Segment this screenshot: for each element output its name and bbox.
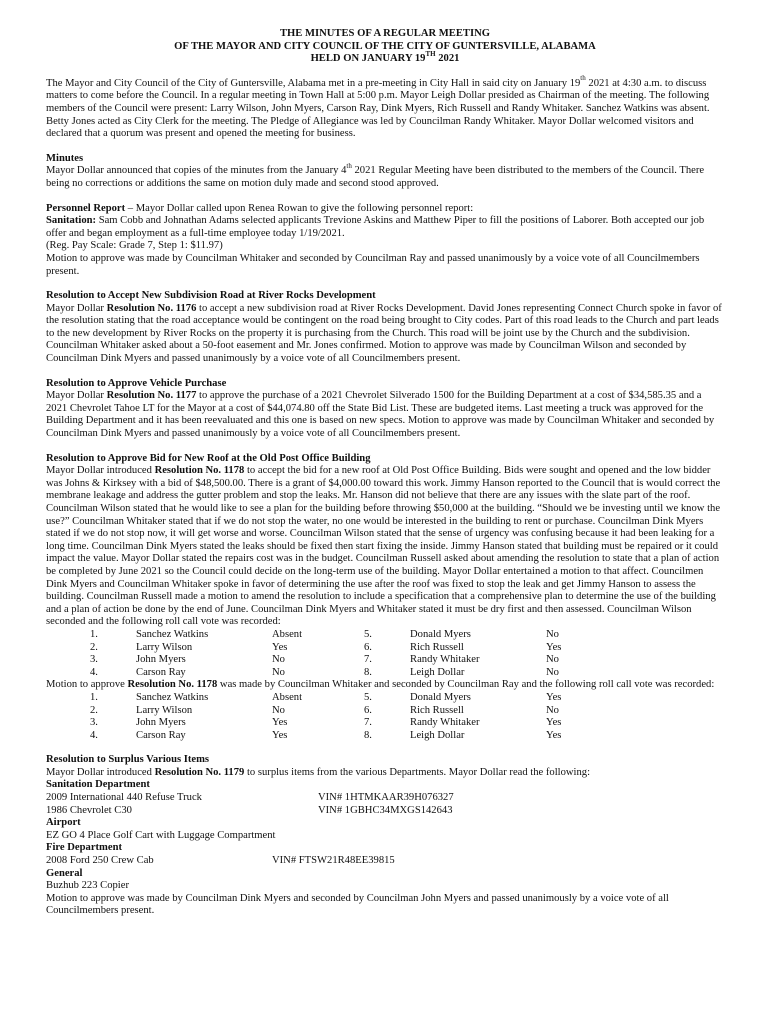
resolution-1176-section: Resolution to Accept New Subdivision Road at River Rocks Development Mayor Dollar Resolution No. 1176 to accept a new subdivision road at River Rocks Development. David Jones representing Connect Church spoke in favor of the resolution stating that the road acceptance would be contingent on the road being brought to City codes. Part of this road leads to the Church and part leads to the new development by River Rocks on the property it is purchasing from the Church. This road will be joint use by the Church and the subdivision. Councilman Whitaker asked about a 50-foot easement and Mr. Jones confirmed. Motion to approve was made by Councilman Wilson and seconded by Councilman Dink Myers and passed unanimously by a voice vote of all Councilmembers present. [46,290,722,365]
document-header [46,28,724,66]
surplus-item: 2008 Ford 250 Crew Cab VIN# FTSW21R48EE39815 [46,855,395,867]
roll-call-vote-resolution: 1. Sanchez Watkins Absent 5. Donald Myers Yes 2. Larry Wilson No 6. Rich Russell No 3. John Myers Yes 7. Randy Whitaker Yes 4. Carson Ray Yes 8. Leigh Dollar Yes [90,691,562,741]
header-line-3: HELD ON JANUARY 19TH 2021 [310,49,460,65]
personnel-motion: Motion to approve was made by Councilman Whitaker and seconded by Councilman Ray and passed unanimously by a voice vote of all Councilmembers present. [46,252,700,277]
resolution-1178-section: Resolution to Approve Bid for New Roof at the Old Post Office Building Mayor Dollar introduced Resolution No. 1178 to accept the bid for a new roof at Old Post Office Building. Bids were sought and opened and the low bidder was Johns & Kirksey with a bid of $48,500.00. There is a grant of $4,000.00 toward this work. Jimmy Hanson reported to the Council that is would correct the membrane leakage and address the gutter problem and stop the leaks. Mr. Hanson did not believe that there are any issues with the slate part of the roof. Councilman Wilson stated that he would like to see a plan for the building before throwing $50,000 at the building. “Should we be investing until we know the use?” Councilman Whitaker stated that if we do not stop the water, no one would be interested in the building to rent or purchase. Councilman Dink Myers stated if we do not stop now, it will get worse and worse. Councilman Wilson stated that the sense of urgency was confusing because it had been leaking for a long time. Councilman Dink Myers stated the leaks should be fixed then start fixing the inside. Jimmy Hanson stated that building must be repaired or it could impact the value. Mayor Dollar stated the repairs cost was in the budget. Councilman Russell asked about amending the resolution to state that a plan of action be completed by June 2021 so the Council could decide on the long-term use of the building. Mayor Dollar entertained a motion to that affect. Councilmen Dink Myers and Councilman Whitaker spoke in favor of determining the use after the roof was fixed to stop the leak and get Jimmy Hanson to assess the building. Councilman Russell made a motion to amend the resolution to include a specification that a comprehensive plan to determine the use of the building and a plan of action be done by the end of June. Councilman Dink Myers and Whitaker stated it must be dry first and then assessed. Councilman Wilson seconded and the following roll call vote was recorded: 1. Sanchez Watkins Absent 5. Donald Myers No 2. Larry Wilson Yes 6. Rich Russell Yes 3. John Myers No 7. Randy Whitaker No 4. Carson Ray No 8. Leigh Dollar No Motion to approve Resolution No. 1178 was made by Councilman Whitaker and seconded by Councilman Ray and the following roll call vote was recorded: 1. Sanchez Watkins Absent 5. Donald Myers Yes 2. Larry Wilson No 6. Rich Russell No 3. John Myers Yes 7. Randy Whitaker Yes 4. Carson Ray Yes 8. Leigh Dollar Yes [46,453,724,743]
surplus-item: EZ GO 4 Place Golf Cart with Luggage Compartment [46,829,276,841]
minutes-text: Mayor Dollar announced that copies of the minutes from the January 4th 2021 Regular Meeting have been distributed to the members of the Council. There being no corrections or additions the same on motion duly made and second stood approved. [46,161,705,189]
personnel-section: Personnel Report – Mayor Dollar called upon Renea Rowan to give the following personnel report: Sanitation: Sam Cobb and Johnathan Adams selected applicants Trevione Askins and Matthew Piper to fill the positions of Laborer. Both accepted our job offer and began employment as a full-time employee today 1/19/2021. (Reg. Pay Scale: Grade 7, Step 1: $11.97) Motion to approve was made by Councilman Whitaker and seconded by Councilman Ray and passed unanimously by a voice vote of all Councilmembers present. [46,203,724,279]
minutes-heading: Minutes [46,152,84,164]
resolution-1176-heading: Resolution to Accept New Subdivision Road at River Rocks Development [46,290,376,302]
surplus-item: 1986 Chevrolet C30 VIN# 1GBHC34MXGS142643 [46,804,453,816]
resolution-1177-section: Resolution to Approve Vehicle Purchase Mayor Dollar Resolution No. 1177 to approve the purchase of a 2021 Chevrolet Silverado 1500 for the Building Department at a cost of $34,585.35 and a 2021 Chevrolet Tahoe LT for the Mayor at a cost of $44,074.80 off the State Bid List. These are budgeted items. Last meeting a truck was approved for the Building Department and it has been reevaluated and this one is based on new specs. Motion to approve was made by Councilman Whitaker and seconded by Councilman Dink Myers and passed unanimously by a voice vote of all Councilmembers present. [46,377,715,440]
pay-scale: (Reg. Pay Scale: Grade 7, Step 1: $11.97) [46,240,223,252]
surplus-motion: Motion to approve was made by Councilman Dink Myers and seconded by Councilman John Myers and passed unanimously by a voice vote of all Councilmembers present. [46,892,669,917]
surplus-item: 2009 International 440 Refuse Truck VIN# 1HTMKAAR39H076327 [46,792,454,804]
minutes-section [46,153,724,191]
general-heading: General [46,867,83,879]
roll-call-vote-amendment: 1. Sanchez Watkins Absent 5. Donald Myers No 2. Larry Wilson Yes 6. Rich Russell Yes 3. John Myers No 7. Randy Whitaker No 4. Carson Ray No 8. Leigh Dollar No [90,628,562,678]
personnel-heading: Personnel Report [46,202,126,214]
header-line-2: OF THE MAYOR AND CITY COUNCIL OF THE CITY OF GUNTERSVILLE, ALABAMA [174,40,596,52]
resolution-1179-heading: Resolution to Surplus Various Items [46,754,210,766]
airport-heading: Airport [46,817,81,829]
resolution-1179-section: Resolution to Surplus Various Items Mayor Dollar introduced Resolution No. 1179 to surplus items from the various Departments. Mayor Dollar read the following: Sanitation Department 2009 International 440 Refuse Truck VIN# 1HTMKAAR39H076327 1986 Chevrolet C30 VIN# 1GBHC34MXGS142643 Airport EZ GO 4 Place Golf Cart with Luggage Compartment Fire Department 2008 Ford 250 Crew Cab VIN# FTSW21R48EE39815 General Buzhub 223 Copier Motion to approve was made by Councilman Dink Myers and seconded by Councilman John Myers and passed unanimously by a voice vote of all Councilmembers present. [46,754,724,918]
sanitation-department-heading: Sanitation Department [46,779,150,791]
fire-department-heading: Fire Department [46,842,122,854]
resolution-1178-heading: Resolution to Approve Bid for New Roof at the Old Post Office Building [46,452,371,464]
surplus-item: Buzhub 223 Copier [46,880,129,892]
header-line-1: THE MINUTES OF A REGULAR MEETING [279,28,491,39]
sanitation-label: Sanitation: [46,215,97,227]
intro-paragraph: The Mayor and City Council of the City of Guntersville, Alabama met in a pre-meeting in City Hall in said city on January 19th 2021 at 4:30 a.m. to discuss matters to come before the Council. In a regular meeting in Town Hall at 5:00 p.m. Mayor Leigh Dollar presided as Chairman of the meeting. The following members of the Council were present: Larry Wilson, John Myers, Carson Ray, Dink Myers, Rich Russell and Randy Whitaker. Sanchez Watkins was absent. Betty Jones acted as City Clerk for the meeting. The Pledge of Allegiance was led by Councilman Randy Whitaker. Mayor Dollar welcomed visitors and declared that a quorum was present and opened the meeting for business. [46,74,710,140]
resolution-1177-heading: Resolution to Approve Vehicle Purchase [46,377,227,389]
